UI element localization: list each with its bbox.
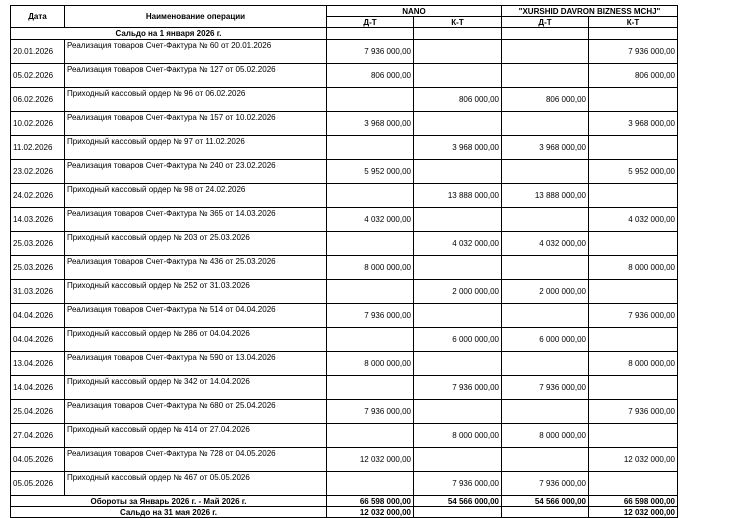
row-operation: Приходный кассовый ордер № 286 от 04.04.2026	[65, 328, 327, 352]
table-row	[11, 304, 678, 328]
row-party2-debit	[502, 40, 589, 64]
table-row	[11, 400, 678, 424]
turnover-k2: 66 598 000,00	[589, 496, 678, 507]
row-party2-debit: 806 000,00	[502, 88, 589, 112]
row-party1-debit: 5 952 000,00	[327, 160, 414, 184]
row-operation: Реализация товаров Счет-Фактура № 365 от 14.03.2026	[65, 208, 327, 232]
closing-k1	[414, 507, 502, 518]
row-operation: Приходный кассовый ордер № 98 от 24.02.2026	[65, 184, 327, 208]
row-party1-credit	[414, 448, 502, 472]
row-date: 06.02.2026	[11, 88, 65, 112]
row-party1-debit: 7 936 000,00	[327, 400, 414, 424]
row-party1-debit	[327, 472, 414, 496]
row-party1-debit: 7 936 000,00	[327, 304, 414, 328]
row-party1-debit	[327, 280, 414, 304]
row-party1-debit: 8 000 000,00	[327, 352, 414, 376]
row-date: 25.03.2026	[11, 256, 65, 280]
row-party2-credit	[589, 376, 678, 400]
date-header: Дата	[11, 6, 65, 28]
row-operation: Приходный кассовый ордер № 97 от 11.02.2026	[65, 136, 327, 160]
row-party1-credit: 8 000 000,00	[414, 424, 502, 448]
row-party1-credit: 7 936 000,00	[414, 472, 502, 496]
opening-d1	[327, 28, 414, 40]
row-party2-debit	[502, 256, 589, 280]
table-row	[11, 208, 678, 232]
header-row-top	[11, 6, 678, 17]
reconciliation-table	[10, 5, 678, 518]
row-party2-debit: 7 936 000,00	[502, 472, 589, 496]
row-party2-debit: 6 000 000,00	[502, 328, 589, 352]
row-party2-credit	[589, 472, 678, 496]
row-party1-debit: 8 000 000,00	[327, 256, 414, 280]
row-party2-debit: 13 888 000,00	[502, 184, 589, 208]
row-party1-credit	[414, 40, 502, 64]
row-date: 04.04.2026	[11, 304, 65, 328]
row-party2-credit: 8 000 000,00	[589, 352, 678, 376]
row-operation: Приходный кассовый ордер № 96 от 06.02.2026	[65, 88, 327, 112]
table-body	[11, 28, 678, 496]
row-party1-credit	[414, 160, 502, 184]
row-operation: Реализация товаров Счет-Фактура № 157 от 10.02.2026	[65, 112, 327, 136]
table-row	[11, 424, 678, 448]
party2-header: "XURSHID DAVRON BIZNESS MCHJ"	[502, 6, 678, 17]
row-party1-debit: 7 936 000,00	[327, 40, 414, 64]
row-party2-credit: 8 000 000,00	[589, 256, 678, 280]
row-party1-credit	[414, 64, 502, 88]
row-party1-credit: 7 936 000,00	[414, 376, 502, 400]
table-row	[11, 256, 678, 280]
row-party2-debit	[502, 64, 589, 88]
row-operation: Реализация товаров Счет-Фактура № 60 от 20.01.2026	[65, 40, 327, 64]
row-party2-debit	[502, 112, 589, 136]
turnover-k1: 54 566 000,00	[414, 496, 502, 507]
row-operation: Реализация товаров Счет-Фактура № 240 от 23.02.2026	[65, 160, 327, 184]
row-party1-debit	[327, 376, 414, 400]
row-party2-credit: 4 032 000,00	[589, 208, 678, 232]
row-date: 24.02.2026	[11, 184, 65, 208]
closing-d2	[502, 507, 589, 518]
table-row	[11, 40, 678, 64]
row-date: 23.02.2026	[11, 160, 65, 184]
party2-credit-header: К-Т	[589, 17, 678, 28]
row-party1-credit: 4 032 000,00	[414, 232, 502, 256]
row-party1-credit	[414, 304, 502, 328]
row-party2-credit	[589, 136, 678, 160]
row-party2-credit: 7 936 000,00	[589, 400, 678, 424]
closing-label: Сальдо на 31 мая 2026 г.	[11, 507, 327, 518]
row-party1-credit	[414, 208, 502, 232]
row-party2-debit: 4 032 000,00	[502, 232, 589, 256]
row-operation: Приходный кассовый ордер № 414 от 27.04.2026	[65, 424, 327, 448]
row-party1-credit: 6 000 000,00	[414, 328, 502, 352]
table-row	[11, 352, 678, 376]
table-row	[11, 136, 678, 160]
row-operation: Приходный кассовый ордер № 203 от 25.03.2026	[65, 232, 327, 256]
closing-balance-row	[11, 507, 678, 518]
table-row	[11, 160, 678, 184]
row-party2-credit: 806 000,00	[589, 64, 678, 88]
row-date: 25.04.2026	[11, 400, 65, 424]
row-party2-credit: 5 952 000,00	[589, 160, 678, 184]
row-party2-credit	[589, 88, 678, 112]
row-party1-credit: 3 968 000,00	[414, 136, 502, 160]
row-party1-debit	[327, 136, 414, 160]
row-party2-debit: 3 968 000,00	[502, 136, 589, 160]
party1-header: NANO	[327, 6, 502, 17]
row-party2-debit: 8 000 000,00	[502, 424, 589, 448]
row-date: 13.04.2026	[11, 352, 65, 376]
turnover-d1: 66 598 000,00	[327, 496, 414, 507]
closing-k2: 12 032 000,00	[589, 507, 678, 518]
row-operation: Приходный кассовый ордер № 342 от 14.04.2026	[65, 376, 327, 400]
row-date: 31.03.2026	[11, 280, 65, 304]
row-date: 14.03.2026	[11, 208, 65, 232]
row-party1-debit	[327, 328, 414, 352]
operation-header: Наименование операции	[65, 6, 327, 28]
table-row	[11, 64, 678, 88]
row-party1-credit	[414, 256, 502, 280]
row-party2-credit	[589, 184, 678, 208]
row-party2-debit	[502, 160, 589, 184]
row-party1-credit: 2 000 000,00	[414, 280, 502, 304]
row-party1-credit: 806 000,00	[414, 88, 502, 112]
row-operation: Реализация товаров Счет-Фактура № 514 от 04.04.2026	[65, 304, 327, 328]
row-date: 05.02.2026	[11, 64, 65, 88]
row-party2-debit	[502, 400, 589, 424]
row-date: 20.01.2026	[11, 40, 65, 64]
row-party1-credit: 13 888 000,00	[414, 184, 502, 208]
party1-debit-header: Д-Т	[327, 17, 414, 28]
table-row	[11, 280, 678, 304]
turnover-d2: 54 566 000,00	[502, 496, 589, 507]
row-operation: Приходный кассовый ордер № 467 от 05.05.2026	[65, 472, 327, 496]
row-date: 27.04.2026	[11, 424, 65, 448]
row-party2-credit: 12 032 000,00	[589, 448, 678, 472]
row-party1-debit	[327, 184, 414, 208]
turnover-row	[11, 496, 678, 507]
row-date: 05.05.2026	[11, 472, 65, 496]
turnover-label: Обороты за Январь 2026 г. - Май 2026 г.	[11, 496, 327, 507]
row-party2-debit: 2 000 000,00	[502, 280, 589, 304]
table-row	[11, 232, 678, 256]
closing-d1: 12 032 000,00	[327, 507, 414, 518]
row-date: 25.03.2026	[11, 232, 65, 256]
row-date: 10.02.2026	[11, 112, 65, 136]
party2-debit-header: Д-Т	[502, 17, 589, 28]
row-party2-credit: 7 936 000,00	[589, 40, 678, 64]
row-party2-debit	[502, 448, 589, 472]
row-party2-credit	[589, 280, 678, 304]
table-row	[11, 472, 678, 496]
table-row	[11, 448, 678, 472]
row-party2-credit: 7 936 000,00	[589, 304, 678, 328]
row-party2-credit	[589, 328, 678, 352]
row-date: 14.04.2026	[11, 376, 65, 400]
opening-k1	[414, 28, 502, 40]
row-party1-debit: 806 000,00	[327, 64, 414, 88]
row-party2-debit	[502, 208, 589, 232]
opening-k2	[589, 28, 678, 40]
row-party2-debit	[502, 304, 589, 328]
row-operation: Реализация товаров Счет-Фактура № 127 от 05.02.2026	[65, 64, 327, 88]
row-party1-debit: 12 032 000,00	[327, 448, 414, 472]
row-operation: Приходный кассовый ордер № 252 от 31.03.2026	[65, 280, 327, 304]
table-row	[11, 328, 678, 352]
row-operation: Реализация товаров Счет-Фактура № 680 от 25.04.2026	[65, 400, 327, 424]
row-party1-credit	[414, 112, 502, 136]
row-party1-credit	[414, 352, 502, 376]
table-row	[11, 184, 678, 208]
party1-credit-header: К-Т	[414, 17, 502, 28]
table-row	[11, 88, 678, 112]
opening-balance-label: Сальдо на 1 января 2026 г.	[11, 28, 327, 40]
row-operation: Реализация товаров Счет-Фактура № 590 от 13.04.2026	[65, 352, 327, 376]
row-party1-debit: 3 968 000,00	[327, 112, 414, 136]
row-party2-credit	[589, 424, 678, 448]
row-party2-debit: 7 936 000,00	[502, 376, 589, 400]
row-date: 11.02.2026	[11, 136, 65, 160]
row-party1-debit: 4 032 000,00	[327, 208, 414, 232]
row-operation: Реализация товаров Счет-Фактура № 728 от 04.05.2026	[65, 448, 327, 472]
opening-balance-row	[11, 28, 678, 40]
row-party1-credit	[414, 400, 502, 424]
row-operation: Реализация товаров Счет-Фактура № 436 от 25.03.2026	[65, 256, 327, 280]
opening-d2	[502, 28, 589, 40]
row-date: 04.05.2026	[11, 448, 65, 472]
row-party2-debit	[502, 352, 589, 376]
row-party2-credit	[589, 232, 678, 256]
table-row	[11, 112, 678, 136]
row-party1-debit	[327, 424, 414, 448]
row-party2-credit: 3 968 000,00	[589, 112, 678, 136]
row-date: 04.04.2026	[11, 328, 65, 352]
table-row	[11, 376, 678, 400]
row-party1-debit	[327, 232, 414, 256]
row-party1-debit	[327, 88, 414, 112]
